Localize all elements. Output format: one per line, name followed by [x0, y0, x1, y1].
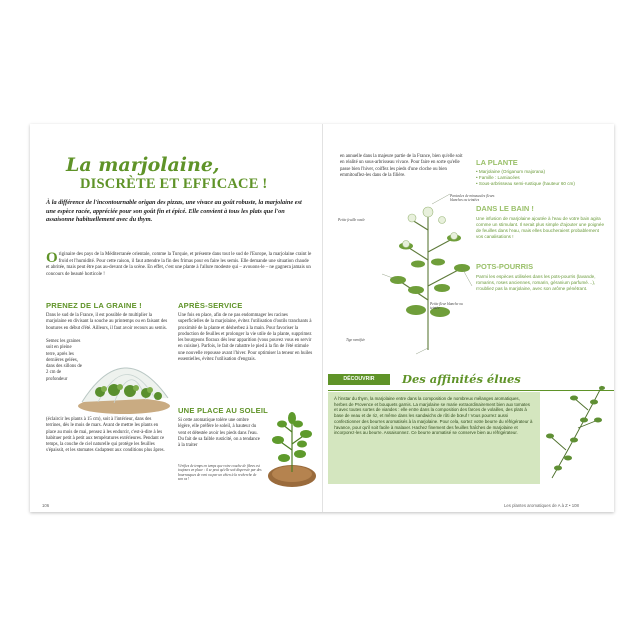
- decouvrir-title: Des affinités élues: [402, 372, 521, 386]
- section-text-soleil: Si cette aromatique tolère une ombre légère, elle préfère le soleil, à hauteur du vent et détestée avoir les pieds dans l'eau. Du fait de sa faible rusticité, on a tendance à la traiter: [178, 418, 260, 449]
- note-list-plante: [476, 169, 604, 187]
- footer-separator: •: [568, 503, 572, 508]
- section-heading-graine: PRENEZ DE LA GRAINE !: [46, 301, 142, 310]
- marjoram-sprig-illustration: [544, 380, 610, 484]
- section-heading-apres-service: APRÈS-SERVICE: [178, 301, 243, 310]
- section-heading-soleil: UNE PLACE AU SOLEIL: [178, 406, 269, 415]
- section-caption-soleil: Vérifiez de temps en temps que votre couche de fibres est toujours en place : il se peut qu'elle soit dispersée par des bourrasques de vent ou par un chien à la recherche de son os !: [178, 464, 262, 482]
- label-stem: Tige ramifiée: [346, 338, 366, 342]
- title-line-1: La marjolaine,: [66, 154, 220, 176]
- label-leaf-ovale: Petite feuille ovale: [338, 218, 365, 222]
- note-title-bain: DANS LE BAIN !: [476, 204, 534, 213]
- marjoram-botanical-illustration: [376, 190, 486, 356]
- section-text-apres-service: Une fois en place, afin de ne pas endommager les racines superficielles de la marjolaine, évitez l'utilisation d'outils tranchants à proximité de la plante et désherbez à la main. Pour favoriser la production de feuilles et prolonger la vie utile de la plante, supprimez les bourgeons floraux dès leur apparition (vous pouvez vous en servir en cuisine). Parfois, le fait de rabattre le pied à la fin de l'été stimule une nouvelle repousse avant l'hiver. Pour optimiser la teneur en huiles essentielles, évitez l'utilisation d'engrais.: [178, 313, 313, 363]
- section-text-graine-b: Semez les graines soit en pleine terre, après les dernières gelées, dans des sillons de 2 cm de profondeur: [46, 339, 82, 382]
- note-title-pots-pourris: POTS-POURRIS: [476, 262, 534, 271]
- greenhouse-illustration: [76, 340, 172, 416]
- running-footer-label: Les plantes aromatiques de A à Z: [504, 503, 568, 508]
- title-line-2: DISCRÈTE ET EFFICACE !: [80, 176, 268, 192]
- lead-text: riginaire des pays de la Méditerranée orientale, comme la Turquie, et présente dans tout le sud de l'Europe, la marjolaine craint le froid et l'humidité. Pour cette raison, il faut attendre la fin des frimas pour en faire les semis. Elle demande une situation chaude et abritée, mais peut être pas au-devant de la scène. En effet, c'est une plante à l'allure modeste qui – avouons-le – ne gagnera jamais un concours de beauté horticole !: [46, 252, 312, 277]
- decouvrir-text: À l'instar du thym, la marjolaine entre dans la composition de nombreux mélanges aromatiques, herbes de Provence et bouquets garnis. La marjolaine se marie extraordinairement bien aux tomates et avec toutes sortes de viandes : elle entre dans la composition des farces de volailles, des plats à base de veau et de riz, et même dans les sandwichs de rôti de bœuf ! Vous pourrez aussi confectionner des beurres aromatisés à la marjolaine. Pour cela, sortez votre beurre du réfrigérateur à l'avance, pour qu'il soit facile à malaxer. Hachez finement des feuilles fraîches de marjolaine et incorporez-les au beurre. Assaisonnez. Ce beurre aromatisé se conserve bien au réfrigérateur.: [334, 396, 533, 436]
- lead-paragraph: [46, 252, 312, 278]
- label-flower-white: Petite fleur blanche ou teintée: [430, 302, 463, 311]
- section-text-graine-a: Dans le sud de la France, il est possible de multiplier la marjolaine en divisant la souche au printemps ou en faisant des boutures en début d'été. Ailleurs, il faut avoir recours au semis.: [46, 313, 168, 331]
- running-footer-right: [504, 503, 579, 508]
- note-line: • Sous-arbrisseau semi-rustique (hauteur 60 cm): [476, 181, 575, 187]
- page-number-left: 106: [42, 503, 50, 508]
- note-title-plante: LA PLANTE: [476, 158, 518, 167]
- page-gutter: [322, 124, 323, 512]
- intro-paragraph: À la différence de l'incontournable origan des pizzas, une vivace au goût robuste, la marjolaine est une espèce racée, appréciée pour son goût fin et épicé. Elle convient à tous les plats que l'on assaisonne habituellement avec du thym.: [46, 199, 302, 224]
- decouvrir-badge: DÉCOUVRIR: [328, 374, 390, 385]
- note-text-pots-pourris: Parmi les espèces utilisées dans les pots-pourris (lavande, romarins, roses anciennes, romarin, géranium parfumé…), n'oubliez pas la marjolaine, avec son arôme pénétrant.: [476, 274, 596, 292]
- plant-mulch-illustration: [266, 410, 318, 490]
- label-flowers: Panicules de minuscules fleurs blanches ou teintées: [450, 194, 495, 203]
- section-text-graine-c: (éclaircir les plants à 15 cm), soit à l'intérieur, dans des terrines, dès le mois de mars. Avant de mettre les plants en place au mois de mai, pensez à les endurcir, c'est-à-dire à les habituer petit à petit aux températures extérieures. Pendant ce temps, la couche de ciel naturelle qui protège les feuilles s'épaissit, et les stomates s'adaptent aux conditions plus âpres.: [46, 417, 165, 454]
- note-text-bain: Une infusion de marjolaine ajoutée à l'eau de votre bain agira comme un stimulant. Il serait plus simple d'ajouter une poignée de feuilles dans l'eau, mais elles boucheraient probablement vos canalisations !: [476, 216, 605, 240]
- page-number-right: 108: [571, 503, 579, 508]
- note-line: • Marjolaine (Origanum majorana): [476, 169, 546, 174]
- book-spread: [30, 124, 614, 512]
- right-intro-text: en annuelle dans la majeure partie de la France, bien qu'elle soit en réalité un sous-arbrisseau vivace. Pour faire en sorte qu'elle passe bien l'hiver, coiffez les pieds d'une cloche ou bien emmitouflez-les dans de la filière.: [340, 154, 463, 178]
- note-line: • Famille : Lamiacées: [476, 175, 520, 181]
- drop-cap: O: [46, 250, 58, 266]
